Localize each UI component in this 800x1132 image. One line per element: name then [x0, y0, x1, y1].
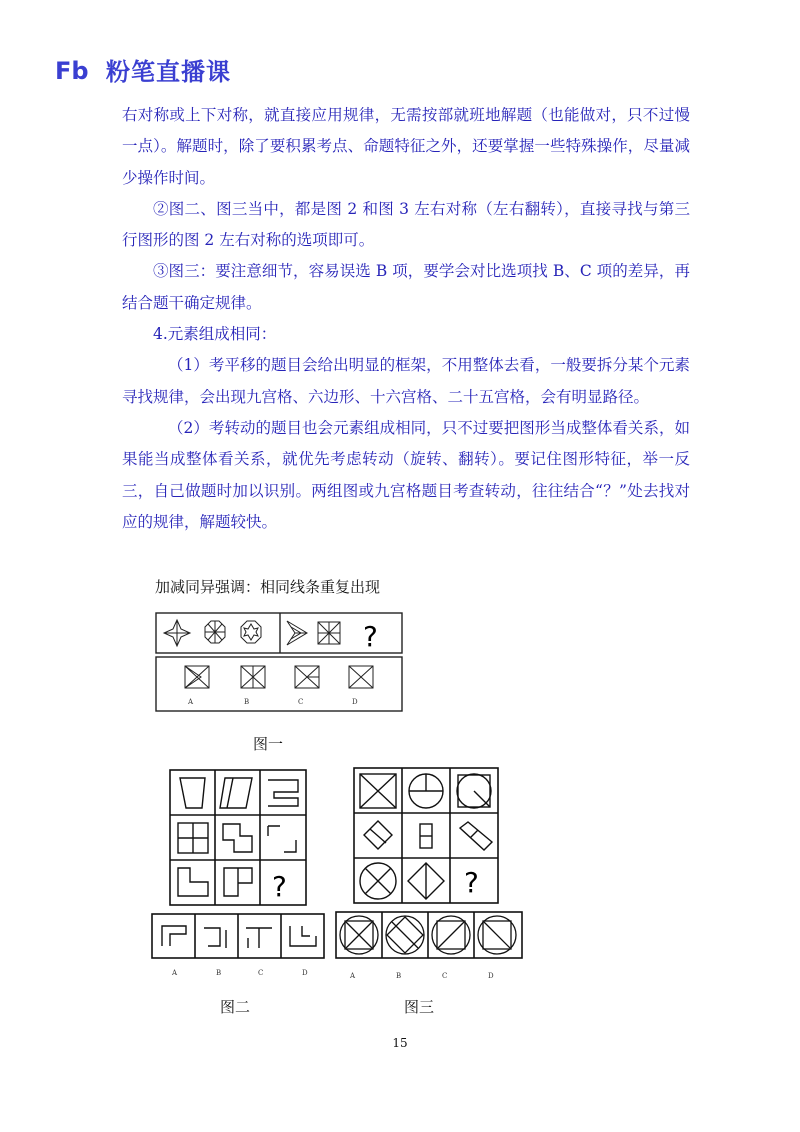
option-b-shape — [241, 666, 265, 688]
option-label: C — [442, 972, 448, 980]
option-label: A — [172, 969, 178, 977]
option-label: C — [298, 698, 304, 706]
option-b-shape — [204, 928, 226, 948]
option-shapes — [185, 666, 373, 688]
option-label: D — [488, 972, 494, 980]
option-d-shape — [290, 926, 316, 946]
option-a-shape — [162, 926, 186, 946]
paragraph: （2）考转动的题目也会元素组成相同，只不过要把图形当成整体看关系，如果能当成整体看关系，就优先考虑转动（旋转、翻转）。要记住图形特征，举一反三，自己做题时加以识别。两组图或九宫格题目考查转动，往往结合“？”处去找对应的规律，解题较快。 — [122, 418, 690, 531]
paragraph: ③图三：要注意细节，容易误选 B 项，要学会对比选项找 B、C 项的差异，再结合题干确定规律。 — [122, 262, 690, 312]
figure-one — [155, 612, 403, 712]
option-d-shape — [478, 916, 516, 954]
square-cross-shape — [318, 622, 340, 644]
option-shapes — [162, 926, 316, 948]
figure-three — [334, 766, 526, 982]
option-label: C — [258, 969, 264, 977]
octagon-star-shape — [241, 621, 261, 643]
figure-three-label: 图三 — [404, 998, 435, 1016]
star-shape — [164, 620, 190, 646]
figure-two — [150, 768, 328, 978]
paragraph: 右对称或上下对称，就直接应用规律，无需按部就班地解题（也能做对，只不过慢一点）。解题时，除了要积累考点、命题特征之外，还要掌握一些特殊操作，尽量减少操作时间。 — [122, 106, 690, 187]
option-label: B — [396, 972, 402, 980]
svg-text:Fb: Fb — [55, 56, 89, 83]
option-label: D — [352, 698, 358, 706]
paragraph: （1）考平移的题目会给出明显的框架，不用整体去看，一般要拆分某个元素寻找规律，会出现九宫格、六边形、十六宫格、二十五宫格，会有明显路径。 — [122, 356, 690, 406]
option-d-shape — [349, 666, 373, 688]
figure-note: 加减同异强调：相同线条重复出现 — [155, 578, 381, 596]
octagon-spoke-shape — [205, 621, 225, 643]
brand-name: 粉笔直播课 — [106, 58, 231, 86]
option-b-shape — [386, 916, 424, 954]
page-number: 15 — [392, 1036, 408, 1050]
option-label: D — [302, 969, 308, 977]
option-label: A — [350, 972, 356, 980]
brand-logo — [54, 52, 231, 87]
question-mark: ? — [464, 866, 479, 899]
option-label: A — [188, 698, 194, 706]
option-label: B — [216, 969, 222, 977]
paragraph: ②图二、图三当中，都是图 2 和图 3 左右对称（左右翻转），直接寻找与第三行图形的图 2 左右对称的选项即可。 — [122, 199, 690, 250]
option-a-shape — [185, 666, 209, 688]
question-mark: ? — [363, 620, 378, 653]
figure-one-label: 图一 — [253, 735, 284, 753]
fb-logo-icon — [54, 57, 98, 83]
option-c-shape — [295, 666, 319, 688]
section-heading: 4.元素组成相同： — [153, 325, 277, 344]
body-text — [122, 100, 690, 538]
option-label: B — [244, 698, 250, 706]
question-mark: ? — [272, 870, 287, 903]
option-c-shape — [432, 916, 470, 954]
option-c-shape — [246, 928, 272, 948]
figure-two-label: 图二 — [220, 998, 251, 1016]
option-a-shape — [340, 916, 378, 954]
chevron-shape — [287, 621, 307, 645]
